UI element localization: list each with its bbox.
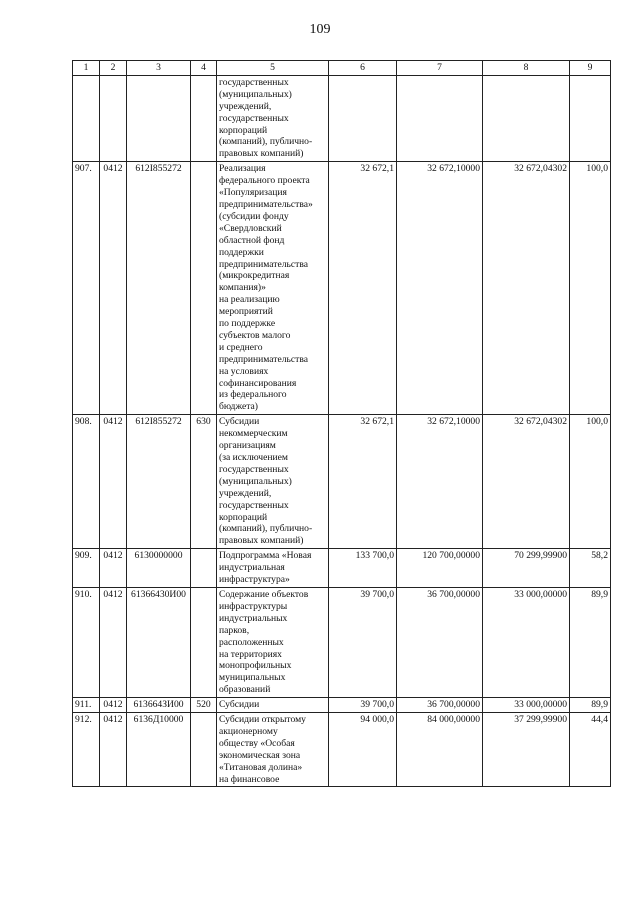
section-code: 0412: [100, 587, 127, 697]
row-number: 907.: [73, 162, 100, 415]
executed-amount: 70 299,99900: [483, 549, 570, 588]
adjusted-amount: 32 672,10000: [397, 415, 483, 549]
section-code: 0412: [100, 698, 127, 713]
executed-amount: [483, 75, 570, 161]
table-row: [73, 162, 611, 415]
row-number: 910.: [73, 587, 100, 697]
item-name: Реализация федерального проекта «Популяризация предпринимательства» (субсидии фонду «Свердловский областной фонд поддержки предпринимательства (микрокредитная компания)» на реализацию мероприятий по поддержке субъектов малого и среднего предпринимательства на условиях софинансирования из федерального бюджета): [217, 162, 329, 415]
section-code: [100, 75, 127, 161]
row-number: [73, 75, 100, 161]
target-code: 613664ЗИ00: [127, 698, 191, 713]
target-code: 6130000000: [127, 549, 191, 588]
execution-percent: [570, 75, 611, 161]
approved-amount: 32 672,1: [329, 415, 397, 549]
header-cell: 6: [329, 61, 397, 76]
section-code: 0412: [100, 415, 127, 549]
item-name: Подпрограмма «Новая индустриальная инфраструктура»: [217, 549, 329, 588]
row-number: 912.: [73, 713, 100, 787]
expense-type-code: 520: [191, 698, 217, 713]
item-name: Субсидии: [217, 698, 329, 713]
header-cell: 4: [191, 61, 217, 76]
table-row: [73, 415, 611, 549]
header-cell: 1: [73, 61, 100, 76]
header-cell: 2: [100, 61, 127, 76]
section-code: 0412: [100, 713, 127, 787]
section-code: 0412: [100, 549, 127, 588]
table-row: [73, 713, 611, 787]
approved-amount: 133 700,0: [329, 549, 397, 588]
adjusted-amount: 36 700,00000: [397, 587, 483, 697]
execution-percent: 100,0: [570, 162, 611, 415]
header-cell: 7: [397, 61, 483, 76]
row-number: 911.: [73, 698, 100, 713]
header-cell: 9: [570, 61, 611, 76]
approved-amount: [329, 75, 397, 161]
expense-type-code: [191, 713, 217, 787]
adjusted-amount: 84 000,00000: [397, 713, 483, 787]
expense-type-code: [191, 549, 217, 588]
expense-type-code: [191, 75, 217, 161]
executed-amount: 32 672,04302: [483, 415, 570, 549]
target-code: 6136Д10000: [127, 713, 191, 787]
page-number: 109: [309, 22, 331, 37]
adjusted-amount: 36 700,00000: [397, 698, 483, 713]
header-cell: 5: [217, 61, 329, 76]
item-name: Субсидии открытому акционерному обществу «Особая экономическая зона «Титановая долина» на финансовое: [217, 713, 329, 787]
expense-type-code: [191, 587, 217, 697]
header-cell: 3: [127, 61, 191, 76]
execution-percent: 89,9: [570, 698, 611, 713]
executed-amount: 33 000,00000: [483, 587, 570, 697]
item-name: Субсидии некоммерческим организациям (за исключением государственных (муниципальных) учреждений, государственных корпораций (компаний), публично- правовых компаний): [217, 415, 329, 549]
table-row: [73, 75, 611, 161]
budget-table: [72, 60, 611, 787]
expense-type-code: [191, 162, 217, 415]
executed-amount: 32 672,04302: [483, 162, 570, 415]
item-name: государственных (муниципальных) учреждений, государственных корпораций (компаний), публично- правовых компаний): [217, 75, 329, 161]
item-name: Содержание объектов инфраструктуры индустриальных парков, расположенных на территориях монопрофильных муниципальных образований: [217, 587, 329, 697]
executed-amount: 33 000,00000: [483, 698, 570, 713]
table-row: [73, 549, 611, 588]
table-row: [73, 587, 611, 697]
execution-percent: 100,0: [570, 415, 611, 549]
approved-amount: 32 672,1: [329, 162, 397, 415]
adjusted-amount: 32 672,10000: [397, 162, 483, 415]
target-code: 61366430И00: [127, 587, 191, 697]
execution-percent: 89,9: [570, 587, 611, 697]
target-code: 612I855272: [127, 162, 191, 415]
executed-amount: 37 299,99900: [483, 713, 570, 787]
expense-type-code: 630: [191, 415, 217, 549]
table-header-row: [73, 61, 611, 76]
adjusted-amount: 120 700,00000: [397, 549, 483, 588]
approved-amount: 94 000,0: [329, 713, 397, 787]
target-code: [127, 75, 191, 161]
header-cell: 8: [483, 61, 570, 76]
execution-percent: 58,2: [570, 549, 611, 588]
approved-amount: 39 700,0: [329, 587, 397, 697]
adjusted-amount: [397, 75, 483, 161]
row-number: 908.: [73, 415, 100, 549]
approved-amount: 39 700,0: [329, 698, 397, 713]
section-code: 0412: [100, 162, 127, 415]
row-number: 909.: [73, 549, 100, 588]
target-code: 612I855272: [127, 415, 191, 549]
table-row: [73, 698, 611, 713]
execution-percent: 44,4: [570, 713, 611, 787]
